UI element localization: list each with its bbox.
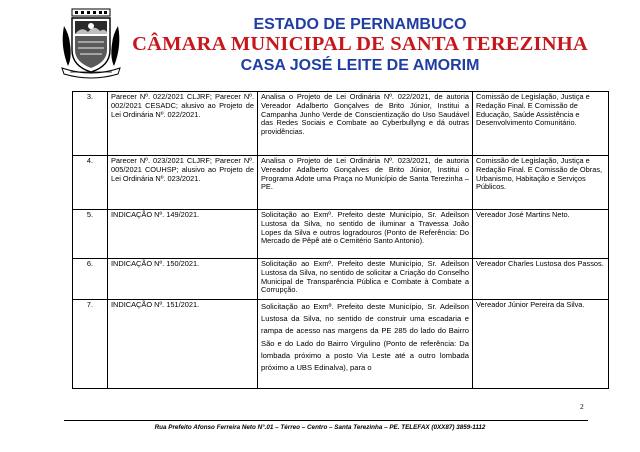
item-reference: INDICAÇÃO Nº. 149/2021. (108, 210, 258, 259)
item-number: 7. (73, 300, 108, 389)
house-title: CASA JOSÉ LEITE DE AMORIM (240, 57, 480, 74)
item-number: 4. (73, 156, 108, 210)
item-description: Analisa o Projeto de Lei Ordinária Nº. 022/2021, de autoria Vereador Adalberto Gonçalves de Brito Júnior, Institui a Campanha Junho Verde de Conscientização do Uso Saudável das Redes Sociais e Combate ao Cyberbullyng e dá outras providências. (258, 92, 473, 156)
footer-address: Rua Prefeito Afonso Ferreira Neto N°.01 – Térreo – Centro – Santa Terezinha – PE. TELEFAX (0XX87) 3859-1112 (154, 424, 486, 431)
item-reference: Parecer Nº. 022/2021 CLJRF; Parecer Nº. 002/2021 CESADC; alusivo ao Projeto de Lei Ordinária Nº. 022/2021. (108, 92, 258, 156)
item-description: Solicitação ao Exmº. Prefeito deste Município, Sr. Adeilson Lustosa da Silva, no sentido de iluminar a Travessa João Lopes da Silva e outros logradouros (Ponto de Referência: Do Mercado de Pêpê até o Cemitério Santo Antonio). (258, 210, 473, 259)
table-row (73, 92, 609, 156)
item-author: Vereador Charles Lustosa dos Passos. (473, 259, 609, 300)
item-reference: INDICAÇÃO Nº. 150/2021. (108, 259, 258, 300)
municipal-coat-of-arms-icon (58, 6, 124, 80)
item-description: Solicitação ao Exmº. Prefeito deste Município, Sr. Adeilson Lustosa da Silva, no sentido de construir uma escadaria e rampa de acesso nas margens da PE 285 do lado do Bairro São e do Lado do Bairro Virgulino (Ponto de referência: Da lombada próximo a posto Via Leste até a outro lombada próximo a UBS Edinalva), para o (258, 300, 473, 389)
item-reference: Parecer Nº. 023/2021 CLJRF; Parecer Nº. 005/2021 COUHSP; alusivo ao Projeto de Lei Ordinária Nº. 023/2021. (108, 156, 258, 210)
item-description: Analisa o Projeto de Lei Ordinária Nº. 023/2021, de autoria Vereador Adalberto Gonçalves de Brito Júnior, Institui o Programa Adote uma Praça no Município de Santa Terezinha – PE. (258, 156, 473, 210)
footer-divider (64, 420, 588, 421)
item-author: Comissão de Legislação, Justiça e Redação Final. E Comissão de Obras, Urbanismo, Habitação e Serviços Públicos. (473, 156, 609, 210)
page-number: 2 (580, 402, 584, 411)
chamber-title: CÂMARA MUNICIPAL DE SANTA TEREZINHA (132, 33, 588, 55)
agenda-table (72, 91, 609, 389)
item-reference: INDICAÇÃO Nº. 151/2021. (108, 300, 258, 389)
item-author: Comissão de Legislação, Justiça e Redação Final. E Comissão de Educação, Saúde Assistência e Desenvolvimento Comunitário. (473, 92, 609, 156)
item-number: 5. (73, 210, 108, 259)
item-author: Vereador Júnior Pereira da Silva. (473, 300, 609, 389)
table-row (73, 210, 609, 259)
item-number: 3. (73, 92, 108, 156)
table-row (73, 156, 609, 210)
item-description: Solicitação ao Exmº. Prefeito deste Município, Sr. Adeilson Lustosa da Silva, no sentido de solicitar a Criação do Conselho Municipal de Transparência Pública e Combate à Combate a Corrupção. (258, 259, 473, 300)
state-title: ESTADO DE PERNAMBUCO (253, 16, 467, 33)
item-author: Vereador José Martins Neto. (473, 210, 609, 259)
table-row (73, 259, 609, 300)
item-number: 6. (73, 259, 108, 300)
table-row (73, 300, 609, 389)
